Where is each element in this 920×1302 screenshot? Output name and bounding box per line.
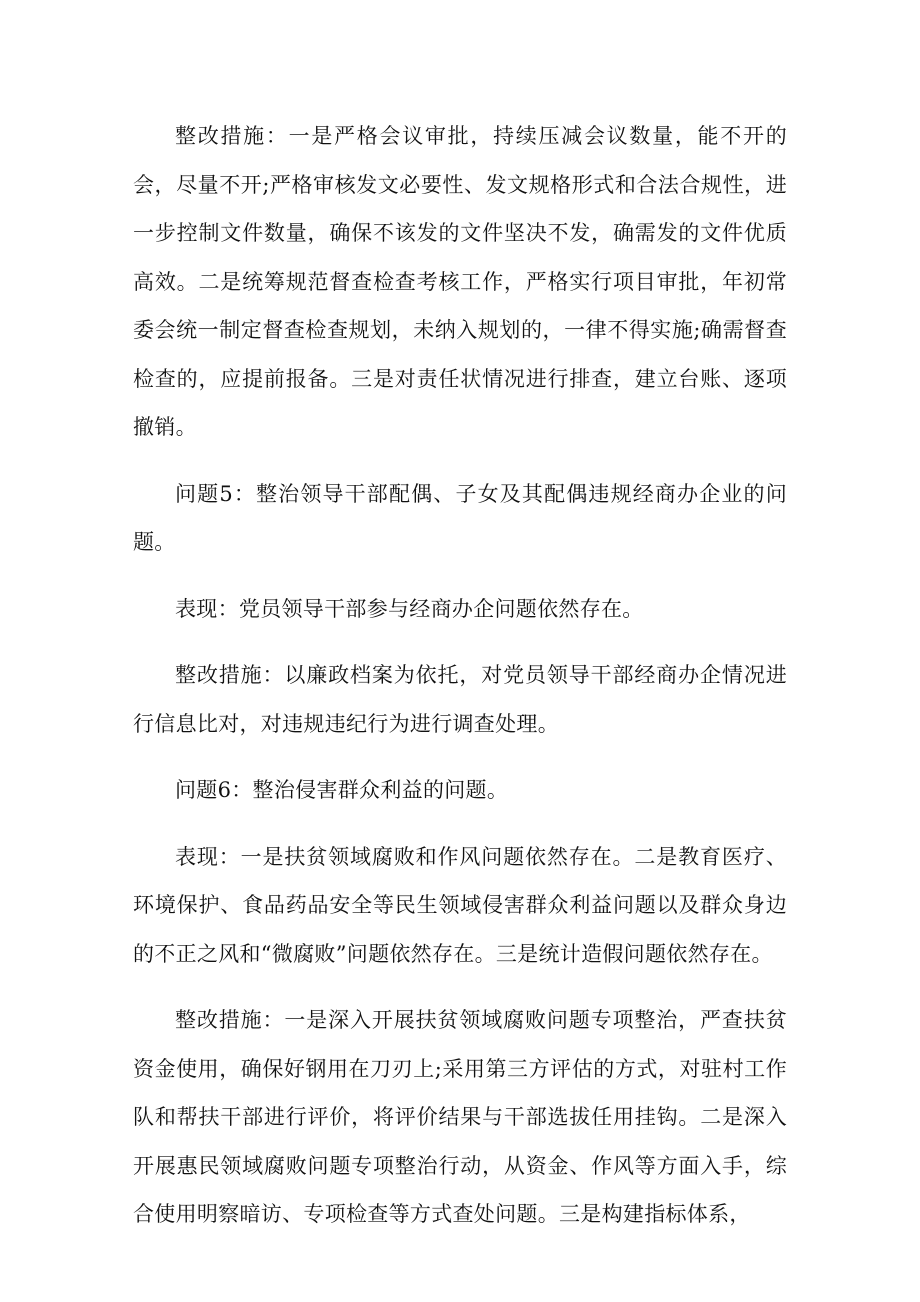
document-body (133, 112, 787, 1257)
paragraph-rectification-measures-6: 整改措施：一是深入开展扶贫领域腐败问题专项整治，严查扶贫资金使用，确保好钢用在刀刃上;采用第三方评估的方式，对驻村工作队和帮扶干部进行评价，将评价结果与干部选拔任用挂钩。二是深入开展惠民领域腐败问题专项整治行动，从资金、作风等方面入手，综合使用明察暗访、专项检查等方式查处问题。三是构建指标体系， (133, 1008, 787, 1226)
paragraph-manifestation-6: 表现：一是扶贫领域腐败和作风问题依然存在。二是教育医疗、环境保护、食品药品安全等民生领域侵害群众利益问题以及群众身边的不正之风和“微腐败”问题依然存在。三是统计造假问题依然存在。 (133, 844, 787, 966)
paragraph-issue-6: 问题6：整治侵害群众利益的问题。 (175, 778, 509, 802)
paragraph-rectification-measures-1: 整改措施：一是严格会议审批，持续压减会议数量，能不开的会，尽量不开;严格审核发文必要性、发文规格形式和合法合规性，进一步控制文件数量，确保不该发的文件坚决不发，确需发的文件优质高效。二是统筹规范督查检查考核工作，严格实行项目审批，年初常委会统一制定督查检查规划，未纳入规划的，一律不得实施;确需督查检查的，应提前报备。三是对责任状情况进行排查，建立台账、逐项撤销。 (133, 124, 787, 439)
paragraph-rectification-measures-5: 整改措施：以廉政档案为依托，对党员领导干部经商办企情况进行信息比对，对违规违纪行为进行调查处理。 (133, 663, 787, 736)
paragraph-issue-5: 问题5：整治领导干部配偶、子女及其配偶违规经商办企业的问题。 (133, 481, 787, 554)
paragraph-manifestation-5: 表现：党员领导干部参与经商办企问题依然存在。 (175, 596, 644, 621)
